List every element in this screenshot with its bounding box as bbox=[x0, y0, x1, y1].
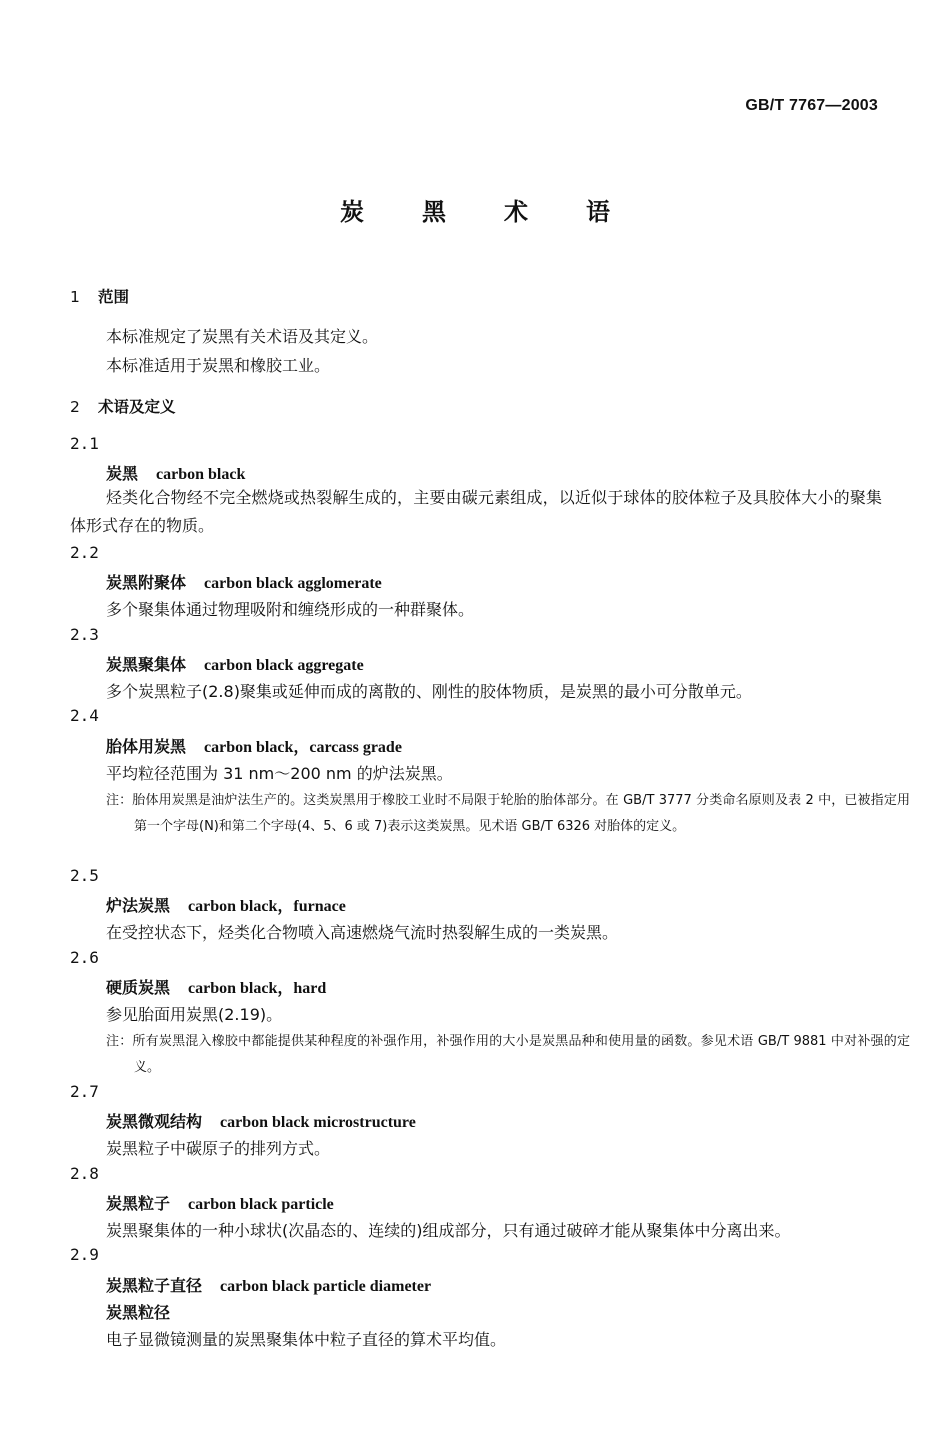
term-definition: 参见胎面用炭黑(2.19)。 bbox=[106, 1005, 283, 1024]
term-number: 2.4 bbox=[70, 706, 99, 725]
section-title: 范围 bbox=[98, 288, 130, 306]
term-definition: 电子显微镜测量的炭黑聚集体中粒子直径的算术平均值。 bbox=[106, 1330, 507, 1349]
term-number: 2.6 bbox=[70, 948, 99, 967]
term-chinese: 炭黑附聚体 bbox=[106, 573, 187, 592]
term-definition: 在受控状态下，烃类化合物喷入高速燃烧气流时热裂解生成的一类炭黑。 bbox=[106, 923, 619, 942]
term-heading bbox=[106, 570, 382, 593]
term-heading bbox=[106, 652, 364, 675]
term-english: carbon black microstructure bbox=[220, 1114, 416, 1131]
term-number: 2.8 bbox=[70, 1164, 99, 1183]
term-heading bbox=[106, 1109, 416, 1132]
term-definition: 炭黑粒子中碳原子的排列方式。 bbox=[106, 1139, 331, 1158]
term-synonym bbox=[106, 1300, 188, 1323]
term-heading bbox=[106, 975, 326, 998]
term-heading bbox=[106, 1191, 334, 1214]
term-chinese: 炭黑粒子 bbox=[106, 1194, 171, 1213]
term-english: carbon black，furnace bbox=[188, 898, 346, 915]
term-number: 2.1 bbox=[70, 434, 99, 453]
term-chinese: 炭黑聚集体 bbox=[106, 655, 187, 674]
term-heading bbox=[106, 734, 402, 757]
term-heading bbox=[106, 1273, 431, 1296]
term-number: 2.7 bbox=[70, 1082, 99, 1101]
term-number: 2.5 bbox=[70, 866, 99, 885]
term-definition: 多个炭黑粒子(2.8)聚集或延伸而成的离散的、刚性的胶体物质，是炭黑的最小可分散单元。 bbox=[106, 682, 752, 701]
term-english: carbon black bbox=[156, 466, 246, 483]
term-definition: 炭黑聚集体的一种小球状(次晶态的、连续的)组成部分，只有通过破碎才能从聚集体中分离出来。 bbox=[106, 1221, 791, 1240]
term-definition: 多个聚集体通过物理吸附和缠绕形成的一种群聚体。 bbox=[106, 600, 475, 619]
term-synonym-chinese: 炭黑粒径 bbox=[106, 1303, 171, 1322]
document-title: 炭黑术语 bbox=[340, 198, 668, 226]
term-english: carbon black particle diameter bbox=[220, 1278, 432, 1295]
term-english: carbon black aggregate bbox=[204, 657, 364, 674]
term-chinese: 炭黑粒子直径 bbox=[106, 1276, 203, 1295]
scope-paragraph-1: 本标准规定了炭黑有关术语及其定义。 bbox=[106, 327, 379, 346]
scope-paragraph-2: 本标准适用于炭黑和橡胶工业。 bbox=[106, 356, 331, 375]
term-number: 2.3 bbox=[70, 625, 99, 644]
term-number: 2.2 bbox=[70, 543, 99, 562]
term-number: 2.9 bbox=[70, 1245, 99, 1264]
term-chinese: 胎体用炭黑 bbox=[106, 737, 187, 756]
term-english: carbon black，carcass grade bbox=[204, 739, 402, 756]
term-chinese: 炭黑 bbox=[106, 464, 139, 483]
term-note: 注：胎体用炭黑是油炉法生产的。这类炭黑用于橡胶工业时不局限于轮胎的胎体部分。在 GB/T 3777 分类命名原则及表 2 中，已被指定用第一个字母(N)和第二个字母(4、5、6 或 7)表示这类炭黑。见术语 GB/T 6326 对胎体的定义。 bbox=[106, 793, 910, 834]
section-number: 1 bbox=[70, 288, 80, 306]
section-title: 术语及定义 bbox=[98, 398, 176, 416]
term-chinese: 炭黑微观结构 bbox=[106, 1112, 203, 1131]
term-english: carbon black，hard bbox=[188, 980, 327, 997]
section-number: 2 bbox=[70, 398, 80, 416]
term-definition: 烃类化合物经不完全燃烧或热裂解生成的，主要由碳元素组成，以近似于球体的胶体粒子及具胶体大小的聚集体形式存在的物质。 bbox=[70, 488, 882, 535]
term-heading bbox=[106, 893, 346, 916]
term-heading bbox=[106, 461, 245, 484]
section-1-heading bbox=[70, 285, 129, 307]
section-2-heading bbox=[70, 395, 176, 417]
standard-code: GB/T 7767—2003 bbox=[745, 97, 878, 114]
term-english: carbon black particle bbox=[188, 1196, 334, 1213]
term-chinese: 硬质炭黑 bbox=[106, 978, 171, 997]
term-note: 注：所有炭黑混入橡胶中都能提供某种程度的补强作用，补强作用的大小是炭黑品种和使用量的函数。参见术语 GB/T 9881 中对补强的定义。 bbox=[106, 1034, 910, 1075]
term-definition: 平均粒径范围为 31 nm～200 nm 的炉法炭黑。 bbox=[106, 764, 453, 783]
term-english: carbon black agglomerate bbox=[204, 575, 382, 592]
term-chinese: 炉法炭黑 bbox=[106, 896, 171, 915]
